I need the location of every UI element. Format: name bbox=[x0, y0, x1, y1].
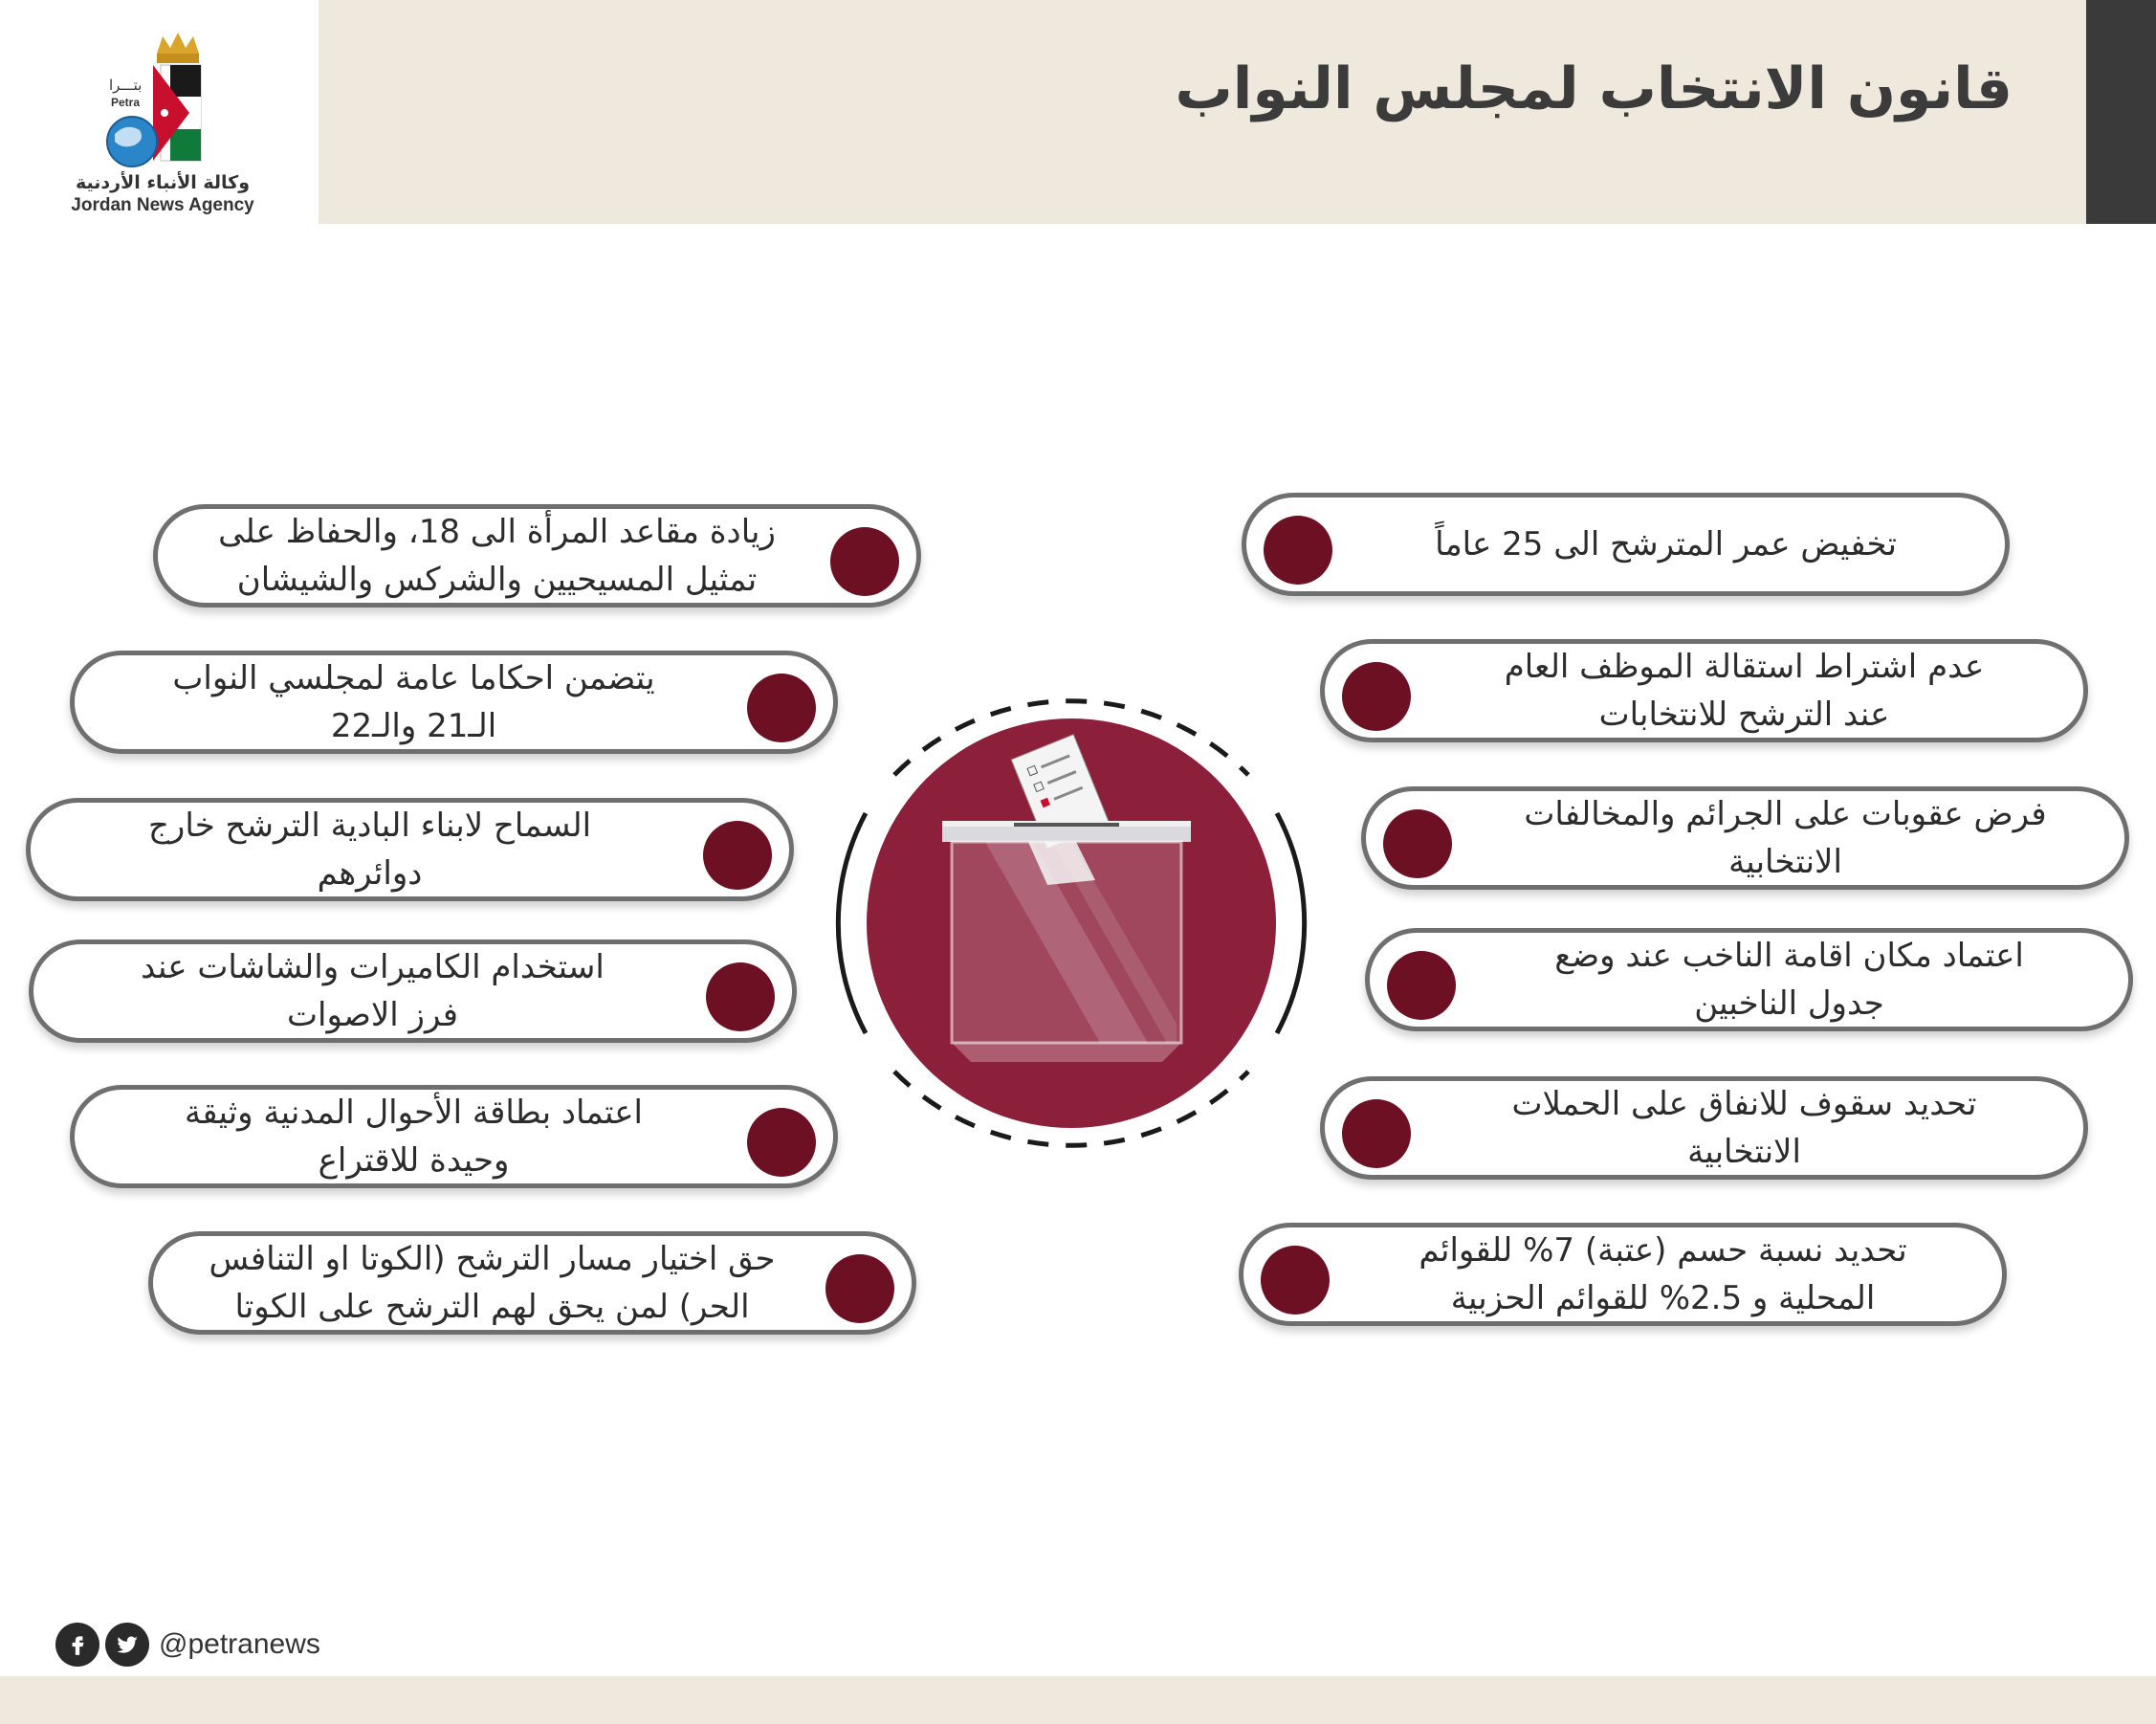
item-text: يتضمن احكاما عامة لمجلسي النواب الـ21 والـ22 bbox=[172, 659, 655, 745]
logo-name-english: Jordan News Agency bbox=[71, 195, 254, 215]
page-title: قانون الانتخاب لمجلس النواب bbox=[1175, 55, 2013, 122]
item-text: فرض عقوبات على الجرائم والمخالفات الانتخابية bbox=[1524, 795, 2047, 881]
bullet-dot-icon bbox=[1383, 809, 1452, 878]
bullet-dot-icon bbox=[825, 1254, 894, 1323]
logo-name-arabic: وكالة الأنباء الأردنية bbox=[75, 172, 251, 193]
bullet-dot-icon bbox=[706, 962, 775, 1031]
list-item bbox=[1320, 639, 2088, 742]
list-item bbox=[1361, 786, 2129, 890]
list-item bbox=[1242, 493, 2010, 596]
list-item bbox=[70, 651, 838, 754]
item-text: السماح لابناء البادية الترشح خارج دوائرهم bbox=[147, 807, 592, 893]
item-text: حق اختيار مسار الترشح (الكوتا او التنافس الحر) لمن يحق لهم الترشح على الكوتا bbox=[209, 1240, 776, 1326]
facebook-icon[interactable] bbox=[55, 1623, 99, 1667]
bullet-dot-icon bbox=[703, 821, 772, 890]
jordan-flag-globe-icon bbox=[57, 27, 268, 170]
list-item bbox=[1320, 1076, 2088, 1180]
social-handle[interactable]: @petranews bbox=[159, 1628, 320, 1660]
item-text: زيادة مقاعد المرأة الى 18، والحفاظ على تمثيل المسيحيين والشركس والشيشان bbox=[218, 513, 776, 599]
logo-petra-arabic: بتـــرا bbox=[109, 77, 143, 94]
list-item bbox=[70, 1085, 838, 1188]
bullet-dot-icon bbox=[747, 1108, 816, 1177]
bullet-dot-icon bbox=[1342, 1099, 1411, 1168]
twitter-icon[interactable] bbox=[105, 1623, 149, 1667]
list-item bbox=[148, 1231, 916, 1335]
bullet-dot-icon bbox=[747, 674, 816, 742]
list-item bbox=[1365, 928, 2133, 1031]
bullet-dot-icon bbox=[1387, 951, 1456, 1020]
header-accent-bar bbox=[2086, 0, 2156, 224]
item-text: اعتماد مكان اقامة الناخب عند وضع جدول الناخبين bbox=[1554, 937, 2024, 1023]
item-text: تخفيض عمر المترشح الى 25 عاماً bbox=[1435, 525, 1897, 564]
bullet-dot-icon bbox=[1342, 662, 1411, 731]
list-item bbox=[153, 504, 921, 608]
bullet-dot-icon bbox=[1264, 516, 1332, 585]
item-text: عدم اشتراط استقالة الموظف العام عند الترشح للانتخابات bbox=[1504, 648, 1985, 734]
social-links bbox=[55, 1621, 320, 1669]
bullet-dot-icon bbox=[830, 527, 899, 596]
ballot-box-illustration bbox=[808, 660, 1334, 1186]
petra-logo bbox=[57, 27, 268, 228]
item-text: تحديد سقوف للانفاق على الحملات الانتخابية bbox=[1511, 1085, 1977, 1171]
item-text: تحديد نسبة حسم (عتبة) 7% للقوائم المحلية و 2.5% للقوائم الحزبية bbox=[1419, 1231, 1907, 1317]
list-item bbox=[29, 939, 797, 1043]
footer-band bbox=[0, 1676, 2156, 1724]
bullet-dot-icon bbox=[1261, 1246, 1330, 1315]
logo-petra-english: Petra bbox=[111, 96, 141, 109]
list-item bbox=[26, 798, 794, 901]
list-item bbox=[1239, 1223, 2007, 1326]
item-text: استخدام الكاميرات والشاشات عند فرز الاصوات bbox=[141, 948, 605, 1034]
item-text: اعتماد بطاقة الأحوال المدنية وثيقة وحيدة للاقتراع bbox=[185, 1094, 643, 1180]
